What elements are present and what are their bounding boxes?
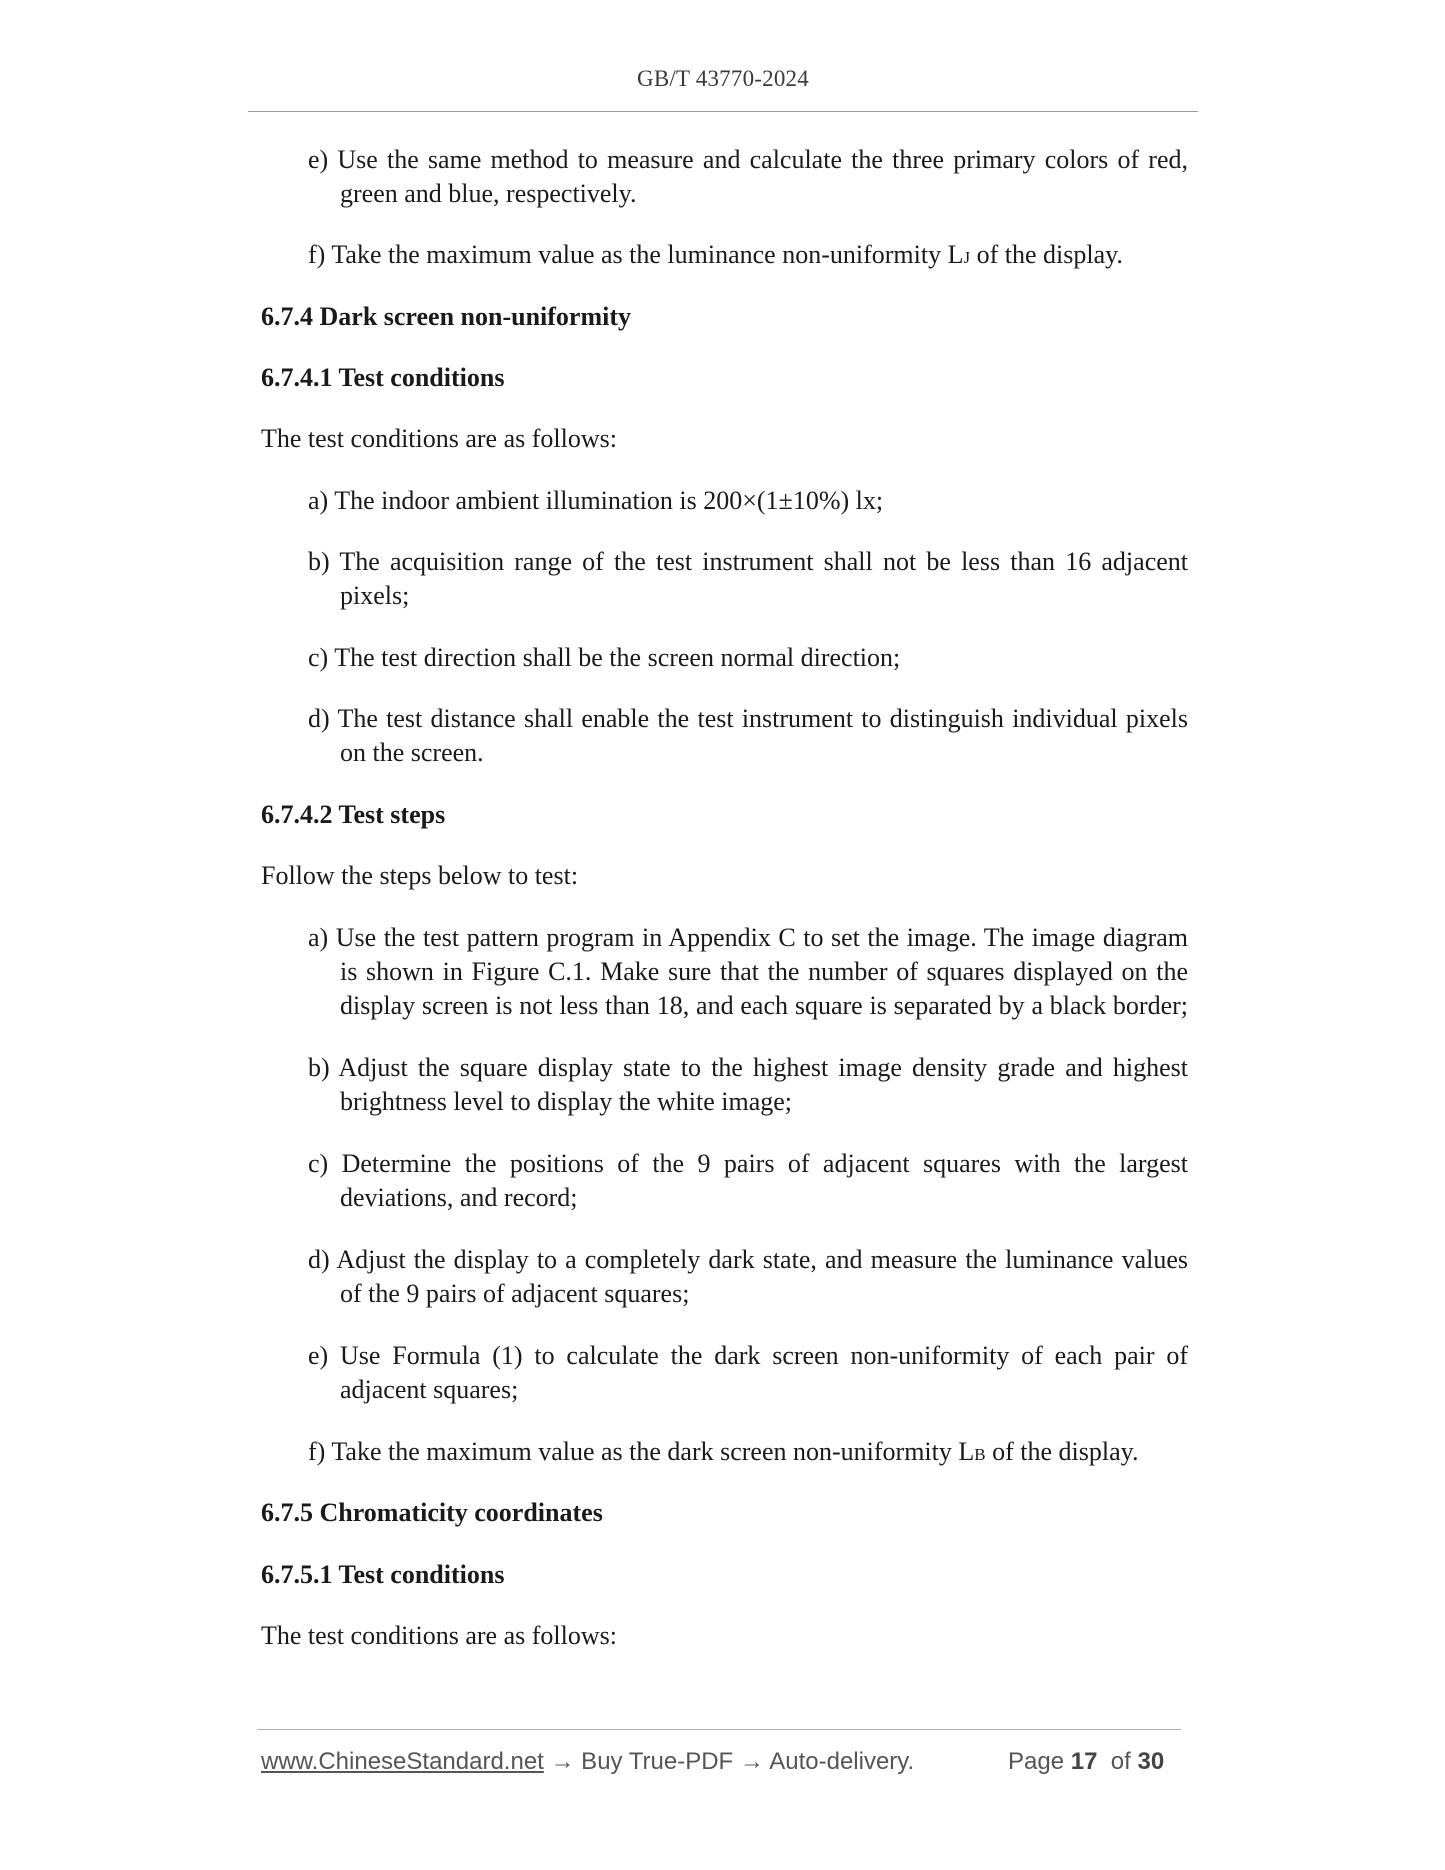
page-header-doc-id: GB/T 43770-2024: [637, 66, 809, 91]
step-d-line2: of the 9 pairs of adjacent squares;: [340, 1279, 690, 1308]
step-d-line1: d) Adjust the display to a completely dark state, and measure the luminance values: [308, 1245, 1188, 1274]
condition-d-line2: on the screen.: [340, 738, 484, 767]
condition-d-line1: d) The test distance shall enable the test instrument to distinguish individual pixels: [308, 704, 1188, 733]
footer-page-indicator: [1008, 1748, 1164, 1776]
step-f: [308, 1435, 1138, 1472]
test-conditions-intro: The test conditions are as follows:: [261, 424, 617, 453]
step-b-line1: b) Adjust the square display state to the highest image density grade and highest: [308, 1053, 1188, 1082]
step-a-line3: display screen is not less than 18, and each square is separated by a black border;: [340, 991, 1188, 1020]
step-c-line2: deviations, and record;: [340, 1183, 578, 1212]
condition-a: a) The indoor ambient illumination is 200×(1±10%) lx;: [308, 486, 884, 515]
footer-site-link[interactable]: www.ChineseStandard.net: [261, 1748, 544, 1775]
prev-item-e-line2: green and blue, respectively.: [340, 179, 637, 208]
footer-divider: [257, 1729, 1181, 1730]
test-conditions-intro-2: The test conditions are as follows:: [261, 1621, 617, 1650]
prev-item-e-line1: e) Use the same method to measure and calculate the three primary colors of red,: [308, 145, 1188, 174]
prev-item-f-tail: of the display.: [970, 240, 1123, 269]
condition-b-line1: b) The acquisition range of the test instrument shall not be less than 16 adjacent: [308, 547, 1188, 576]
header-divider: [248, 111, 1198, 112]
subsection-heading-6-7-5-1: 6.7.5.1 Test conditions: [261, 1560, 505, 1589]
of-label: of: [1110, 1748, 1131, 1775]
section-heading-6-7-5: 6.7.5 Chromaticity coordinates: [261, 1498, 603, 1527]
prev-item-f-subscript: J: [963, 248, 971, 267]
step-f-subscript: B: [974, 1445, 986, 1464]
step-e-line2: adjacent squares;: [340, 1375, 519, 1404]
step-f-tail: of the display.: [985, 1437, 1139, 1466]
step-e-line1: e) Use Formula (1) to calculate the dark screen non-uniformity of each pair of: [308, 1341, 1188, 1370]
subsection-heading-6-7-4-2: 6.7.4.2 Test steps: [261, 800, 446, 829]
condition-b-line2: pixels;: [340, 581, 410, 610]
condition-c: c) The test direction shall be the screen normal direction;: [308, 643, 901, 672]
footer-tagline: → Buy True-PDF → Auto-delivery.: [543, 1748, 915, 1775]
total-pages: 30: [1137, 1748, 1165, 1775]
prev-item-f: [308, 238, 1123, 275]
footer-promo: [261, 1748, 914, 1776]
subsection-heading-6-7-4-1: 6.7.4.1 Test conditions: [261, 363, 505, 392]
prev-item-f-text: f) Take the maximum value as the luminance non-uniformity L: [308, 240, 964, 269]
test-steps-intro: Follow the steps below to test:: [261, 861, 579, 890]
step-f-text: f) Take the maximum value as the dark screen non-uniformity L: [308, 1437, 975, 1466]
page-number: 17: [1070, 1748, 1098, 1775]
step-a-line1: a) Use the test pattern program in Appendix C to set the image. The image diagram: [308, 923, 1188, 952]
step-c-line1: c) Determine the positions of the 9 pairs of adjacent squares with the largest: [308, 1149, 1188, 1178]
step-a-line2: is shown in Figure C.1. Make sure that the number of squares displayed on the: [340, 957, 1188, 986]
page-label: Page: [1008, 1748, 1065, 1775]
step-b-line2: brightness level to display the white image;: [340, 1087, 793, 1116]
section-heading-6-7-4: 6.7.4 Dark screen non-uniformity: [261, 302, 632, 331]
